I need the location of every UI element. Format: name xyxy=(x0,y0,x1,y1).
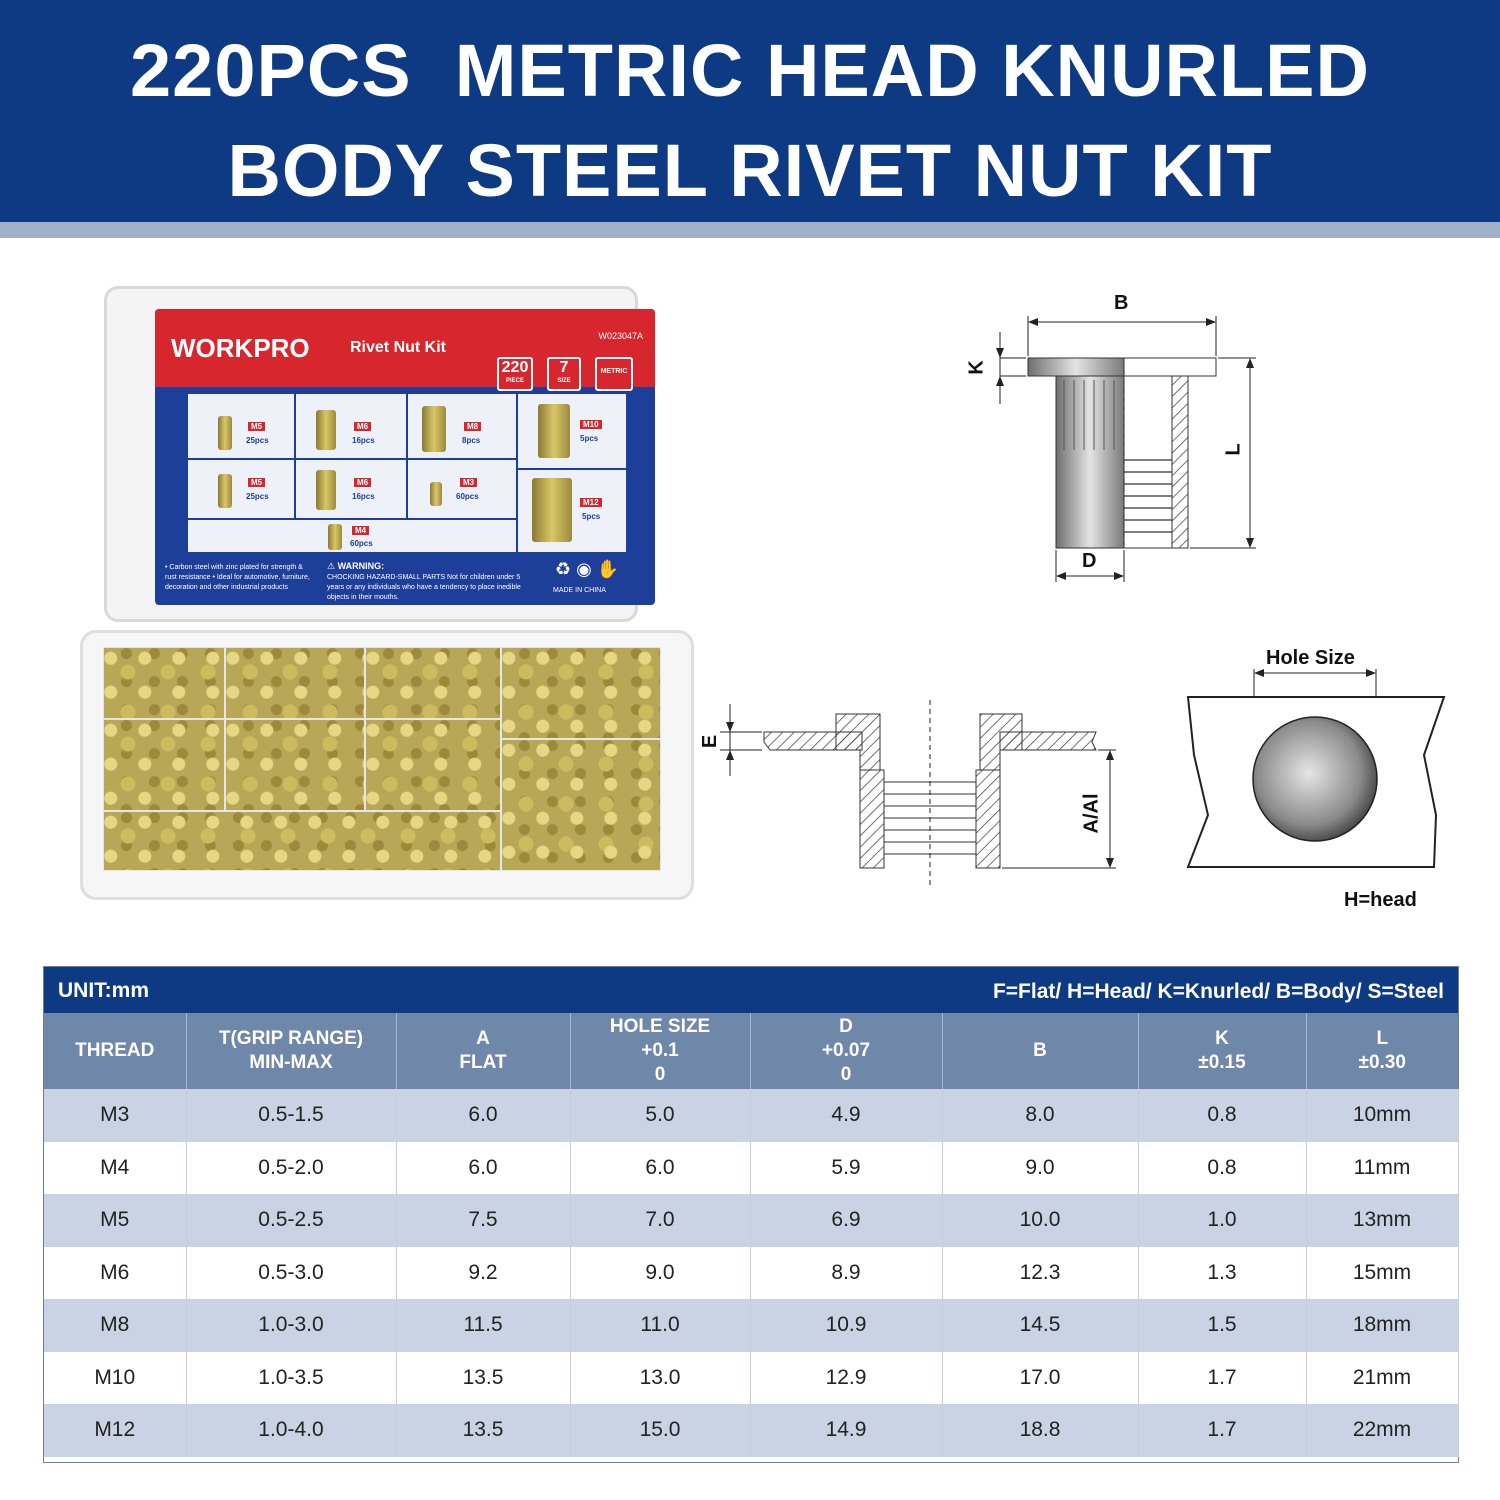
table-row xyxy=(44,1142,1458,1195)
grid-cell-m6-b xyxy=(295,459,407,519)
tray-compartment xyxy=(365,719,501,811)
table-cell: 0.8 xyxy=(1138,1089,1306,1142)
table-cell: 0.5-1.5 xyxy=(186,1089,396,1142)
table-cell: 15mm xyxy=(1306,1247,1458,1300)
unit-label: UNIT:mm xyxy=(58,979,150,1002)
nut-icon xyxy=(316,470,336,510)
table-cell: 1.0 xyxy=(1138,1194,1306,1247)
nut-icon xyxy=(328,524,342,550)
column-header: L ±0.30 xyxy=(1306,1013,1458,1089)
table-cell: 1.7 xyxy=(1138,1404,1306,1457)
tray-compartment xyxy=(103,719,225,811)
hole-drawing xyxy=(1180,645,1460,875)
kit-name: Rivet Nut Kit xyxy=(350,339,446,356)
table-cell: 0.5-3.0 xyxy=(186,1247,396,1300)
metric-badge: METRIC xyxy=(595,357,633,391)
dim-label-e: E xyxy=(699,734,722,749)
table-cell: 10.9 xyxy=(750,1299,942,1352)
table-cell: 11.0 xyxy=(570,1299,750,1352)
table-header-row xyxy=(44,1013,1458,1089)
grid-cell-m6-a xyxy=(295,393,407,459)
table-cell: 7.0 xyxy=(570,1194,750,1247)
spec-grid xyxy=(44,1013,1459,1457)
cell-size: M6 xyxy=(354,478,371,487)
column-header: D +0.07 0 xyxy=(750,1013,942,1089)
size-badge: 7 SIZE xyxy=(547,357,581,391)
table-cell: 13.5 xyxy=(396,1404,570,1457)
made-in: MADE IN CHINA xyxy=(553,587,606,594)
table-cell: 6.9 xyxy=(750,1194,942,1247)
table-cell: 14.9 xyxy=(750,1404,942,1457)
tray-compartment xyxy=(103,811,501,871)
table-cell: 0.8 xyxy=(1138,1142,1306,1195)
column-header: A FLAT xyxy=(396,1013,570,1089)
table-cell: 6.0 xyxy=(396,1089,570,1142)
table-title-bar xyxy=(44,967,1458,1013)
nut-icon xyxy=(218,416,232,450)
table-cell: 10.0 xyxy=(942,1194,1138,1247)
table-cell: 6.0 xyxy=(570,1142,750,1195)
cell-count: 25pcs xyxy=(246,436,269,445)
table-row xyxy=(44,1194,1458,1247)
product-box-image xyxy=(80,282,690,902)
table-cell: 21mm xyxy=(1306,1352,1458,1405)
cell-count: 8pcs xyxy=(462,436,481,445)
table-row xyxy=(44,1352,1458,1405)
size-grid xyxy=(187,393,627,553)
box-lid xyxy=(104,286,643,622)
label-footer xyxy=(155,559,655,605)
nut-icon xyxy=(422,406,446,452)
cell-size: M8 xyxy=(464,422,481,431)
grid-cell-m5-a xyxy=(187,393,295,459)
table-cell: 22mm xyxy=(1306,1404,1458,1457)
nut-icon xyxy=(430,482,442,506)
grid-cell-m8 xyxy=(407,393,517,459)
table-cell: 5.9 xyxy=(750,1142,942,1195)
warning-title: ⚠ WARNING: xyxy=(327,561,385,571)
table-row xyxy=(44,1089,1458,1142)
table-row xyxy=(44,1404,1458,1457)
brand-logo: WORKPRO xyxy=(171,333,310,363)
dim-label-a: A/Al xyxy=(1080,793,1103,834)
rivet-nut-drawing xyxy=(960,280,1280,590)
grid-cell-m4 xyxy=(187,519,517,553)
table-cell: 8.0 xyxy=(942,1089,1138,1142)
piece-badge: 220 PIECE xyxy=(497,357,533,391)
table-row xyxy=(44,1299,1458,1352)
table-cell: 15.0 xyxy=(570,1404,750,1457)
tray-compartment xyxy=(365,647,501,719)
warning-icon: ⚠ xyxy=(327,561,338,571)
table-cell: M5 xyxy=(44,1194,186,1247)
column-header: HOLE SIZE +0.1 0 xyxy=(570,1013,750,1089)
grid-cell-m10 xyxy=(517,393,627,469)
table-cell: 17.0 xyxy=(942,1352,1138,1405)
cell-size: M3 xyxy=(460,478,477,487)
cell-size: M10 xyxy=(580,420,602,429)
table-cell: 9.0 xyxy=(942,1142,1138,1195)
table-cell: 4.9 xyxy=(750,1089,942,1142)
table-cell: 1.0-4.0 xyxy=(186,1404,396,1457)
grid-cell-m3 xyxy=(407,459,517,519)
cell-count: 60pcs xyxy=(456,492,479,501)
tray-compartment xyxy=(501,647,661,739)
nut-icon xyxy=(316,410,336,450)
table-cell: M10 xyxy=(44,1352,186,1405)
cell-count: 16pcs xyxy=(352,492,375,501)
table-cell: 13mm xyxy=(1306,1194,1458,1247)
abbreviation-legend: F=Flat/ H=Head/ K=Knurled/ B=Body/ S=Steel xyxy=(992,980,1444,1003)
grid-cell-m12 xyxy=(517,469,627,553)
table-cell: 12.9 xyxy=(750,1352,942,1405)
table-cell: 14.5 xyxy=(942,1299,1138,1352)
box-label xyxy=(155,309,655,605)
recycle-icons: ♻ ◉ ✋ xyxy=(555,559,620,579)
warning-text: CHOCKING HAZARD-SMALL PARTS Not for children under 5 years or any individuals who have a tendency to place inedible objects in their mouths. xyxy=(327,574,521,601)
table-cell: 1.0-3.5 xyxy=(186,1352,396,1405)
cell-count: 60pcs xyxy=(350,539,373,548)
table-cell: M6 xyxy=(44,1247,186,1300)
title-line-2: BODY STEEL RIVET NUT KIT xyxy=(227,129,1273,212)
model-number: W023047A xyxy=(598,331,643,341)
table-cell: 9.0 xyxy=(570,1247,750,1300)
installed-drawing xyxy=(700,690,1130,890)
table-cell: 5.0 xyxy=(570,1089,750,1142)
cell-size: M5 xyxy=(248,422,265,431)
table-cell: 1.0-3.0 xyxy=(186,1299,396,1352)
table-cell: 8.9 xyxy=(750,1247,942,1300)
table-cell: 18mm xyxy=(1306,1299,1458,1352)
dim-label-b: B xyxy=(1114,292,1129,314)
table-cell: 13.0 xyxy=(570,1352,750,1405)
tray-compartment xyxy=(501,739,661,871)
tray-compartment xyxy=(225,647,365,719)
feature-notes: • Carbon steel with zinc plated for strength & rust resistance • Ideal for automotive, furniture, decoration and other industrial products xyxy=(165,564,310,591)
rivet-nut-dimension-diagram xyxy=(960,280,1280,590)
table-cell: 1.5 xyxy=(1138,1299,1306,1352)
nut-icon xyxy=(532,478,572,542)
cell-size: M4 xyxy=(352,526,369,535)
table-cell: 1.7 xyxy=(1138,1352,1306,1405)
column-header: K ±0.15 xyxy=(1138,1013,1306,1089)
dim-label-d: D xyxy=(1082,550,1097,572)
table-cell: 12.3 xyxy=(942,1247,1138,1300)
banner-stripe xyxy=(0,222,1500,238)
dim-label-l: L xyxy=(1222,443,1245,456)
table-cell: 13.5 xyxy=(396,1352,570,1405)
table-cell: M3 xyxy=(44,1089,186,1142)
head-note: H=head xyxy=(1344,889,1417,911)
nut-icon xyxy=(538,404,570,458)
column-header: T(GRIP RANGE) MIN-MAX xyxy=(186,1013,396,1089)
table-cell: 6.0 xyxy=(396,1142,570,1195)
column-header: B xyxy=(942,1013,1138,1089)
table-cell: M4 xyxy=(44,1142,186,1195)
table-cell: M12 xyxy=(44,1404,186,1457)
spec-table xyxy=(43,966,1459,1463)
cell-count: 16pcs xyxy=(352,436,375,445)
hole-size-diagram xyxy=(1180,645,1460,915)
title-line-1: 220PCS METRIC HEAD KNURLED xyxy=(130,29,1370,112)
table-cell: 11.5 xyxy=(396,1299,570,1352)
table-cell: 9.2 xyxy=(396,1247,570,1300)
installed-section-diagram xyxy=(700,690,1130,890)
table-cell: 10mm xyxy=(1306,1089,1458,1142)
tray-compartment xyxy=(103,647,225,719)
table-cell: 1.3 xyxy=(1138,1247,1306,1300)
dim-label-k: K xyxy=(965,360,988,375)
tray-compartment xyxy=(225,719,365,811)
table-cell: 7.5 xyxy=(396,1194,570,1247)
cell-size: M12 xyxy=(580,498,602,507)
column-header: THREAD xyxy=(44,1013,186,1089)
hole-size-label: Hole Size xyxy=(1266,647,1355,669)
nut-icon xyxy=(218,474,232,508)
table-cell: 18.8 xyxy=(942,1404,1138,1457)
table-cell: 0.5-2.0 xyxy=(186,1142,396,1195)
box-tray xyxy=(80,630,694,900)
grid-cell-m5-b xyxy=(187,459,295,519)
cell-count: 25pcs xyxy=(246,492,269,501)
table-row xyxy=(44,1247,1458,1300)
cell-count: 5pcs xyxy=(582,512,601,521)
cell-count: 5pcs xyxy=(580,434,599,443)
table-cell: M8 xyxy=(44,1299,186,1352)
table-cell: 0.5-2.5 xyxy=(186,1194,396,1247)
cell-size: M6 xyxy=(354,422,371,431)
table-cell: 11mm xyxy=(1306,1142,1458,1195)
cell-size: M5 xyxy=(248,478,265,487)
